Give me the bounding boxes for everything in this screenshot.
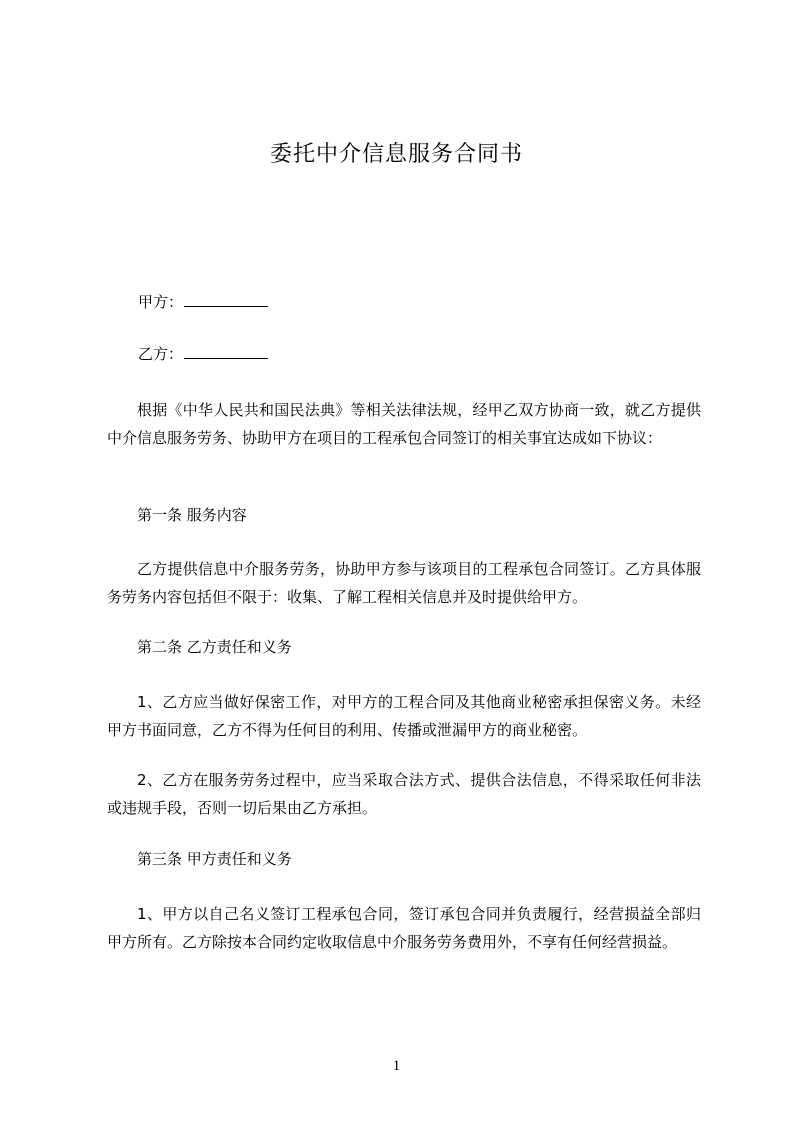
section-1-heading: 第一条 服务内容 — [137, 506, 247, 524]
party-a-label: 甲方： — [138, 293, 184, 311]
party-a-line — [138, 292, 268, 312]
page-number: 1 — [392, 1058, 401, 1074]
section-2-paragraph-1: 1、乙方应当做好保密工作，对甲方的工程合同及其他商业秘密承担保密义务。未经甲方书面同意，乙方不得为任何目的利用、传播或泄漏甲方的商业秘密。 — [107, 693, 701, 739]
section-3-paragraph-1: 1、甲方以自己名义签订工程承包合同，签订承包合同并负责履行，经营损益全部归甲方所有。乙方除按本合同约定收取信息中介服务劳务费用外，不享有任何经营损益。 — [107, 905, 701, 951]
section-2-heading: 第二条 乙方责任和义务 — [137, 638, 292, 656]
section-3-heading: 第三条 甲方责任和义务 — [137, 850, 292, 868]
document-title: 委托中介信息服务合同书 — [269, 142, 523, 167]
party-b-line — [138, 344, 268, 364]
party-a-blank — [184, 292, 268, 307]
party-b-label: 乙方： — [138, 345, 184, 363]
party-b-blank — [184, 344, 268, 359]
section-1-paragraph-1: 乙方提供信息中介服务劳务，协助甲方参与该项目的工程承包合同签订。乙方具体服务劳务内容包括但不限于：收集、了解工程相关信息并及时提供给甲方。 — [107, 560, 701, 606]
section-2-paragraph-2: 2、乙方在服务劳务过程中，应当采取合法方式、提供合法信息，不得采取任何非法或违规手段，否则一切后果由乙方承担。 — [107, 771, 701, 817]
intro-paragraph: 根据《中华人民共和国民法典》等相关法律法规，经甲乙双方协商一致，就乙方提供中介信息服务劳务、协助甲方在项目的工程承包合同签订的相关事宜达成如下协议： — [107, 401, 701, 447]
